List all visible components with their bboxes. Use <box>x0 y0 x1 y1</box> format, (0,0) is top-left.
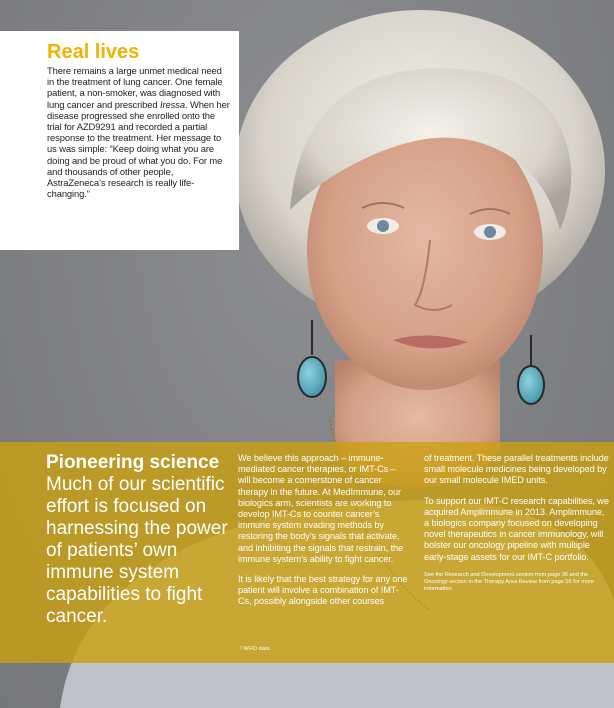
strategy-paragraph: It is likely that the best strategy for any one patient will involve a combination of IMT-Cs, possibly alongside other courses <box>238 574 408 607</box>
amplimmune-paragraph: To support our IMT-C research capabilities, we acquired Amplimmune in 2013. Amplimmune, a biologics company focused on developing novel therapeutics in cancer immunology, will bolster our oncology pipeline with multiple early-stage assets for our IMT-C portfolio. <box>424 495 609 562</box>
real-lives-title: Real lives <box>47 41 140 63</box>
pioneering-title: Pioneering science <box>46 452 220 473</box>
pioneering-intro <box>46 452 231 628</box>
pioneering-column-3 <box>424 453 610 593</box>
footnote: ¹ WHO data. <box>240 646 272 652</box>
left-earring <box>298 357 326 397</box>
real-lives-text-part2: . When her disease progressed she enrolled onto the trial for AZD9291 and recorded a partial response to the treatment. Her message to us was simple: “Keep doing what you are doing and be proud of what you do. For me and thousands of other people, AstraZeneca’s research is really life-changing.” <box>47 98 230 200</box>
pioneering-lead: Much of our scientific effort is focused on harnessing the power of patients’ own immune system capabilities to fight cancer. <box>46 474 228 627</box>
drug-name: Iressa <box>160 98 185 110</box>
real-lives-box <box>0 31 239 250</box>
right-earring <box>518 366 544 404</box>
imt-c-paragraph: We believe this approach – immune-mediated cancer therapies, or IMT-Cs – will become a cornerstone of cancer therapy in the future. At MedImmune, our biologics arm, scientists are working to develop IMT-Cs to counter cancer’s immune system evading methods by restoring the body’s signals that activate, and inhibiting the signals that restrain, the immune system’s ability to fight cancer. <box>238 453 404 564</box>
treatments-paragraph: of treatment. These parallel treatments include small molecule medicines being developed by our small molecule IMED units. <box>424 453 609 486</box>
pioneering-column-2 <box>238 453 408 617</box>
real-lives-text <box>47 65 231 199</box>
real-lives-text-part1: There remains a large unmet medical need in the treatment of lung cancer. One female patient, a non-smoker, was diagnosed with lung cancer and prescribed <box>47 65 223 110</box>
cross-reference-note: See the Research and Development section from page 36 and the Oncology section in the Therapy Area Review from page 56 for more information. <box>424 571 594 592</box>
